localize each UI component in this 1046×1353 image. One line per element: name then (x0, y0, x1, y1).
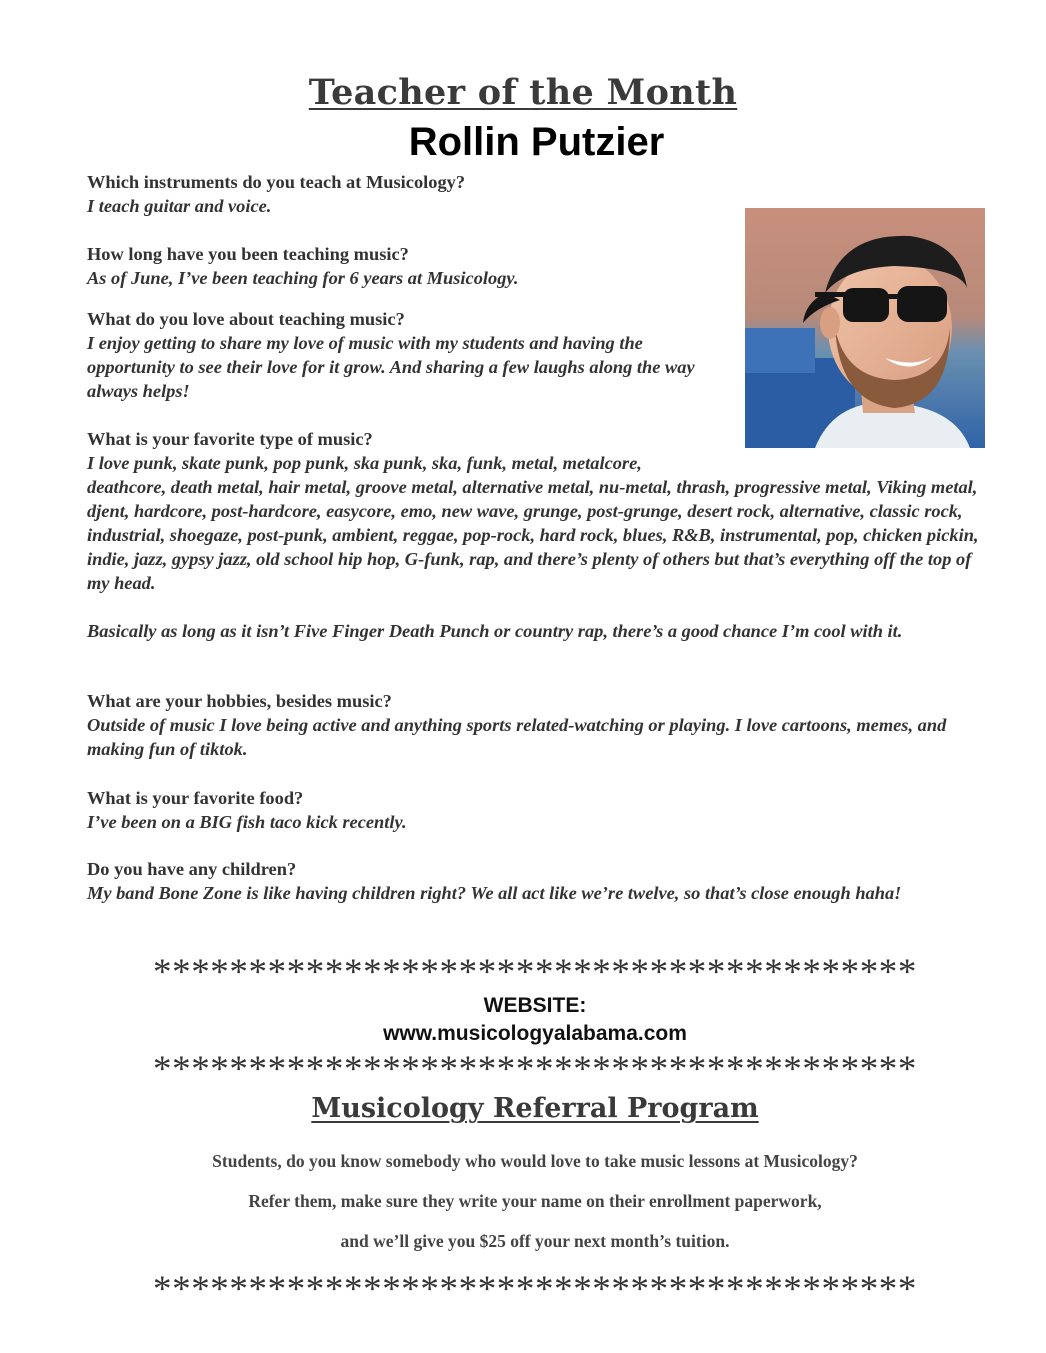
qa-love-teaching (87, 307, 717, 403)
qa-favorite-music-extra (87, 619, 982, 643)
referral-line-3: and we’ll give you $25 off your next month’s tuition. (340, 1231, 730, 1251)
answer-children: My band Bone Zone is like having children right? We all act like we’re twelve, so that’s close enough haha! (87, 883, 902, 903)
qa-children (87, 857, 957, 905)
answer-hobbies: Outside of music I love being active and anything sports related-watching or playing. I love cartoons, memes, and making fun of tiktok. (87, 715, 947, 759)
qa-favorite-music (87, 427, 982, 595)
answer-favorite-music-line1: I love punk, skate punk, pop punk, ska punk, ska, funk, metal, metalcore, (87, 453, 642, 473)
answer-favorite-food: I’ve been on a BIG fish taco kick recently. (87, 812, 407, 832)
star-divider-middle: **************************************** (153, 1049, 917, 1090)
star-divider-top: **************************************** (153, 952, 917, 993)
referral-title: Musicology Referral Program (311, 1093, 759, 1124)
question-children: Do you have any children? (87, 859, 297, 879)
star-divider-bottom: **************************************** (153, 1269, 917, 1310)
teacher-name: Rollin Putzier (408, 120, 665, 164)
question-love-teaching: What do you love about teaching music? (87, 309, 405, 329)
answer-instruments: I teach guitar and voice. (87, 196, 272, 216)
answer-love-teaching: I enjoy getting to share my love of music with my students and having the opportunity to see their love for it grow. And sharing a few laughs along the way always helps! (87, 333, 695, 401)
referral-line-2: Refer them, make sure they write your name on their enrollment paperwork, (248, 1191, 822, 1211)
teacher-photo (745, 208, 985, 448)
question-hobbies: What are your hobbies, besides music? (87, 691, 392, 711)
page-title: Teacher of the Month (308, 72, 738, 113)
question-years-teaching: How long have you been teaching music? (87, 244, 409, 264)
qa-favorite-food (87, 786, 980, 834)
website-label: WEBSITE: (483, 994, 587, 1017)
qa-instruments (87, 170, 727, 218)
qa-hobbies (87, 689, 967, 761)
question-instruments: Which instruments do you teach at Musicology? (87, 172, 466, 192)
answer-years-teaching: As of June, I’ve been teaching for 6 years at Musicology. (87, 268, 519, 288)
answer-favorite-music: deathcore, death metal, hair metal, groove metal, alternative metal, nu-metal, thrash, progressive metal, Viking metal, djent, hardcore, post-hardcore, easycore, emo, new wave, grunge, post-grunge, desert rock, alternative, classic rock, industrial, shoegaze, post-punk, ambient, reggae, pop-rock, hard rock, blues, R&B, instrumental, pop, chicken pickin, indie, jazz, gypsy jazz, old school hip hop, G-funk, rap, and there’s plenty of others but that’s everything off the top of my head. (87, 477, 979, 593)
question-favorite-music: What is your favorite type of music? (87, 429, 373, 449)
website-url[interactable]: www.musicologyalabama.com (383, 1022, 687, 1045)
question-favorite-food: What is your favorite food? (87, 788, 304, 808)
answer-favorite-music-extra: Basically as long as it isn’t Five Finger Death Punch or country rap, there’s a good chance I’m cool with it. (87, 621, 903, 641)
qa-years-teaching (87, 242, 727, 290)
referral-line-1: Students, do you know somebody who would love to take music lessons at Musicology? (212, 1151, 858, 1171)
